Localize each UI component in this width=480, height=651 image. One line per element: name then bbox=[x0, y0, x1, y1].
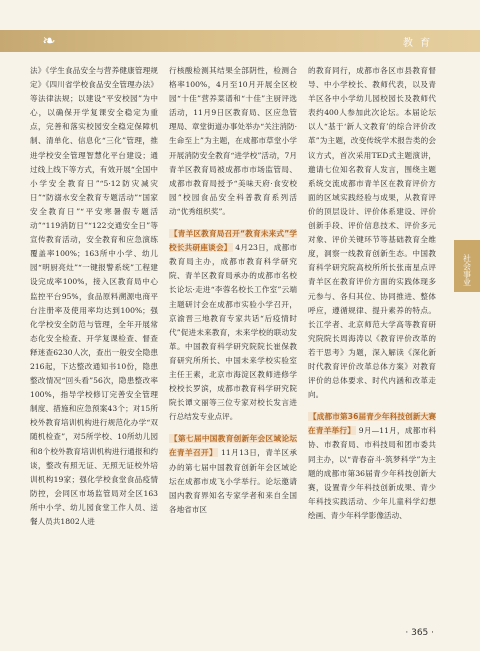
news-body: 4月23日，成都市教育局主办，成都市教育科学研究院、青羊区教育局承办的成都市名校长论坛·走进“李蓉名校长工作室”云端主题研讨会在成都市实验小学召开，京渝晋三地教育专家共话“后疫情时代”促进未来教育，未来学校的联动发革。中国教育科学研究院院长崔保教育研究所所长、中国未来学校实验室主任王素，北京市海淀区教师进修学校校长罗滨，成都市教育科学研究院院长谭文丽等三位专家对校长发言进行总结发专业点评。 bbox=[169, 243, 297, 422]
column-1 bbox=[30, 64, 158, 619]
news-item bbox=[169, 227, 297, 424]
side-tab: 社会事业 bbox=[454, 240, 480, 292]
paragraph: 的教育同行，成都市各区市县教育督导、中小学校长、教师代表，以及青羊区各中小学幼儿园校园长及教师代表约400人参加此次论坛。本届论坛以人“基于‘新人文教育’的综合评价改革”为主题，改变传统学术报告类的会议方式，首次采用TED式主题演讲，邀请七位知名教育人发言，围绕主题系统交流成都市青羊区在教育评价方面的区域实践经验与成果，从教育评价的顶层设计、评价体系建设、评价创新手段、评价信息技术、评价多元对象、评价关键环节等基础教育全维度，洞察一线教育创新生态。中国教育科学研究院高校所所长张南星点评青羊区在教育评价方面的实践体现多元参与、各归其位、协同推进、整体呼应，遵循规律、提升素养的特点。长江学者、北京师范大学高等教育研究院院长周海涛以《教育评价改革的若干思考》为题，深入解读《深化新时代教育评价改革总体方案》对教育评价的总体要求、时代内涵和改革走向。 bbox=[308, 66, 436, 400]
news-heading: 【成都市第36届青少年科技创新大赛在青羊举行】 bbox=[308, 412, 436, 436]
column-3 bbox=[308, 64, 436, 619]
paragraph: 法》《学生食品安全与营养健康管理规定》《四川省学校食品安全管理办法》等法律法规；以建设“平安校园”为中心，以确保开学复课安全稳定为重点，完善和落实校园安全稳定保障机制、清单化、信息化“三化”管理，推进学校安全管理智慧化平台建设；通过线上线下等方式，有效开展“全国中小学安全教育日”“5·12防灾减灾日”“防溺水安全教育专题活动”“国家安全教育日”“平安寒暑假专题活动”“119消防日”“122交通安全日”等宣传教育活动，安全教育和应急演练覆盖率100%；163所中小学、幼儿园“明厨亮灶”“一键报警系统”工程建设完成率100%，接入区教育局中心监控平台95%，食品原料溯源电商平台注册率及使用率均达到100%；强化学校安全防范与管理，全年开展常态化安全检查、开学复课检查、督查释迷查6230人次，查出一般安全隐患216起，下达整改通知书10份，隐患整改情况“回头看”56次，隐患整改率100%，指导学校修订完善安全管理制度、措施和应急预案43个；对15所校外教育培训机构进行规范化办学“双随机检查”，对5所学校、10所幼儿园和8个校外教育培训机构进行通报和约谈，整改有照无证、无照无证校外培训机构19家；强化学校食堂食品疫情防控，会同区市场监管局对全区163所中小学、幼儿园食堂工作人员、送餐人员共1802人进 bbox=[30, 66, 158, 526]
news-body: 9月—11月，成都市科协、市教育局、市科技局和团市委共同主办，以“青春奋斗·筑梦科学”为主题的成都市第36届青少年科技创新大赛，设置青少年科技创新成果、青少年科技实践活动、少年儿童科学幻想绘画、青少年科学影像活动、 bbox=[308, 426, 436, 520]
text-columns bbox=[30, 64, 436, 619]
news-item bbox=[169, 432, 297, 517]
paragraph: 行核酸检测其结果全部阴性，检测合格率100%，4月至10月开展全区校园“十佳”营养菜谱和“十佳”主厨评选活动，11月9日区教育局、区应急管理局、章堂街道办事处举办“关注消防·生命至上”为主题，在成都市草堂小学开展消防安全教育“进学校”活动，7月青羊区教育局被成都市市场监管局、成都市教育局授予“美味天府·食安校园”校园食品安全科普教育系列活动“优秀组织奖”。 bbox=[169, 66, 297, 216]
column-2 bbox=[169, 64, 297, 619]
news-heading: 【第七届中国教育创新年会区域论坛在青羊召开】 bbox=[169, 434, 297, 458]
section-title: 教 育 bbox=[402, 38, 432, 49]
news-item bbox=[308, 410, 436, 523]
page-number: · 365 · bbox=[405, 628, 434, 638]
ornament-icon: ❧ bbox=[42, 31, 56, 50]
news-body: 11月13日，青羊区承办的第七届中国教育创新年会区域论坛在成都市成飞小学举行。论坛邀请国内教育界知名专家学者和来自全国各地省市区 bbox=[169, 448, 297, 514]
news-heading: 【青羊区教育局召开“教育未来式”学校长共研座谈会】 bbox=[169, 229, 297, 253]
